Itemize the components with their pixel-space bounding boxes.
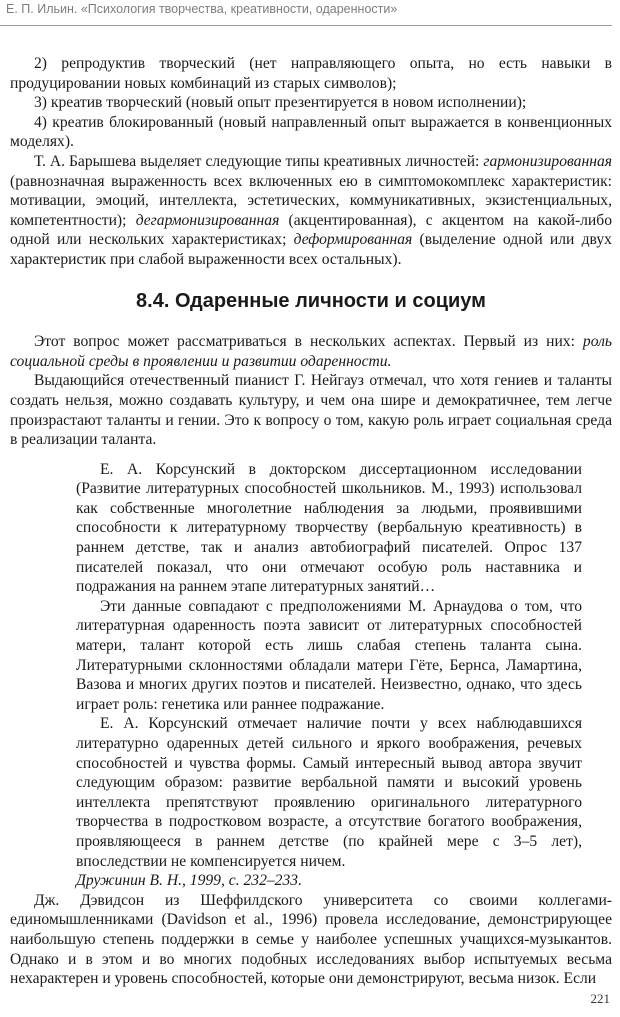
text-run: (равнозначная выраженность всех включенных ею в симптомокомплекс характеристик: мотивации, эмоций, интеллекта, эстетических, коммуникативных, экзистенциальных, компетентности);: [10, 172, 612, 229]
quote-paragraph-1: Е. А. Корсунский в докторском диссертационном исследовании (Развитие литературных способностей школьников. М., 1993) использовал как собственные многолетние наблюдения за людьми, проявившими способности к литературному творчеству (вербальную креативность) в раннем детстве, так и анализ автобиографий писателей. Опрос 137 писателей показал, что они отмечают особую роль наставника и подражания на раннем этапе литературных занятий…: [76, 460, 582, 596]
section-title: 8.4. Одаренные личности и социум: [136, 289, 486, 312]
text-run: Этот вопрос может рассматриваться в нескольких аспектах. Первый из них:: [34, 333, 583, 351]
barysheva-paragraph: [10, 152, 612, 270]
quote-paragraph-2: Эти данные совпадают с предположениями М. Арнаудова о том, что литературная одаренность поэта зависит от литературных способностей матери, талант которой есть лишь слабая степень таланта сына. Литературными склонностями обладали матери Гёте, Бернса, Ламартина, Вазова и многих других поэтов и писателей. Неизвестно, однако, что здесь играет роль: генетика или раннее подражание.: [76, 597, 582, 713]
davidson-paragraph: Дж. Дэвидсон из Шеффилдского университета со своими коллегами-единомышленниками (Davidson et al., 1996) провела исследование, демонстрирующее наибольшую степень поддержки в семье у наиболее успешных учащихся-музыкантов. Однако и в этом и во многих подобных исследованиях выбор испытуемых весьма нехарактерен и уровень способностей, которые они демонстрируют, весьма низок. Если: [10, 891, 612, 988]
list-item-4: 4) креатив блокированный (новый направленный опыт выражается в конвенционных моделях).: [10, 113, 612, 151]
quote-source: Дружинин В. Н., 1999, с. 232–233.: [76, 872, 302, 890]
text-run: (выделение одной или двух характеристик при слабой выраженности всех остальных).: [10, 231, 612, 268]
intro-paragraph: [10, 332, 612, 371]
text-run: Т. А. Барышева выделяет следующие типы креативных личностей:: [34, 152, 484, 170]
body-text: [10, 54, 612, 989]
quote-paragraph-3: Е. А. Корсунский отмечает наличие почти у всех наблюдавшихся литературно одаренных детей сильного и яркого воображения, речевых способностей и чувства формы. Самый интересный вывод автора звучит следующим образом: развитие вербальной памяти и высокий уровень интеллекта препятствуют проявлению оригинального литературного творчества в подростковом возрасте, а отсутствие богатого воображения, проявляющееся в раннем детстве (по крайней мере с 3–5 лет), впоследствии не компенсируется ничем.: [76, 715, 582, 870]
italic-phrase: роль социальной среды в проявлении и развитии одаренности.: [10, 333, 612, 370]
list-item-2: 2) репродуктив творческий (нет направляющего опыта, но есть навыки в продуцировании новых комбинаций из старых символов);: [10, 55, 612, 92]
neuhaus-paragraph: Выдающийся отечественный пианист Г. Нейгауз отмечал, что хотя гениев и таланты создать нельзя, можно создавать культуру, и чем она шире и демократичнее, тем легче произрастают таланты и гении. Это к вопросу о том, какую роль играет социальная среда в реализации таланта.: [10, 372, 612, 449]
italic-term: деформированная: [293, 231, 413, 249]
page-number: 221: [590, 991, 610, 1006]
quote-block: [76, 460, 582, 891]
italic-term: гармонизированная: [483, 152, 612, 170]
italic-term: дегармонизированная: [135, 211, 280, 229]
text-run: (акцентированная), с акцентом на какой-либо одной или нескольких характеристиках;: [10, 211, 612, 249]
list-item-3: 3) креатив творческий (новый опыт презентируется в новом исполнении);: [34, 94, 527, 112]
running-head: Е. П. Ильин. «Психология творчества, креативности, одаренности»: [6, 2, 398, 16]
header-rule: [0, 25, 612, 26]
